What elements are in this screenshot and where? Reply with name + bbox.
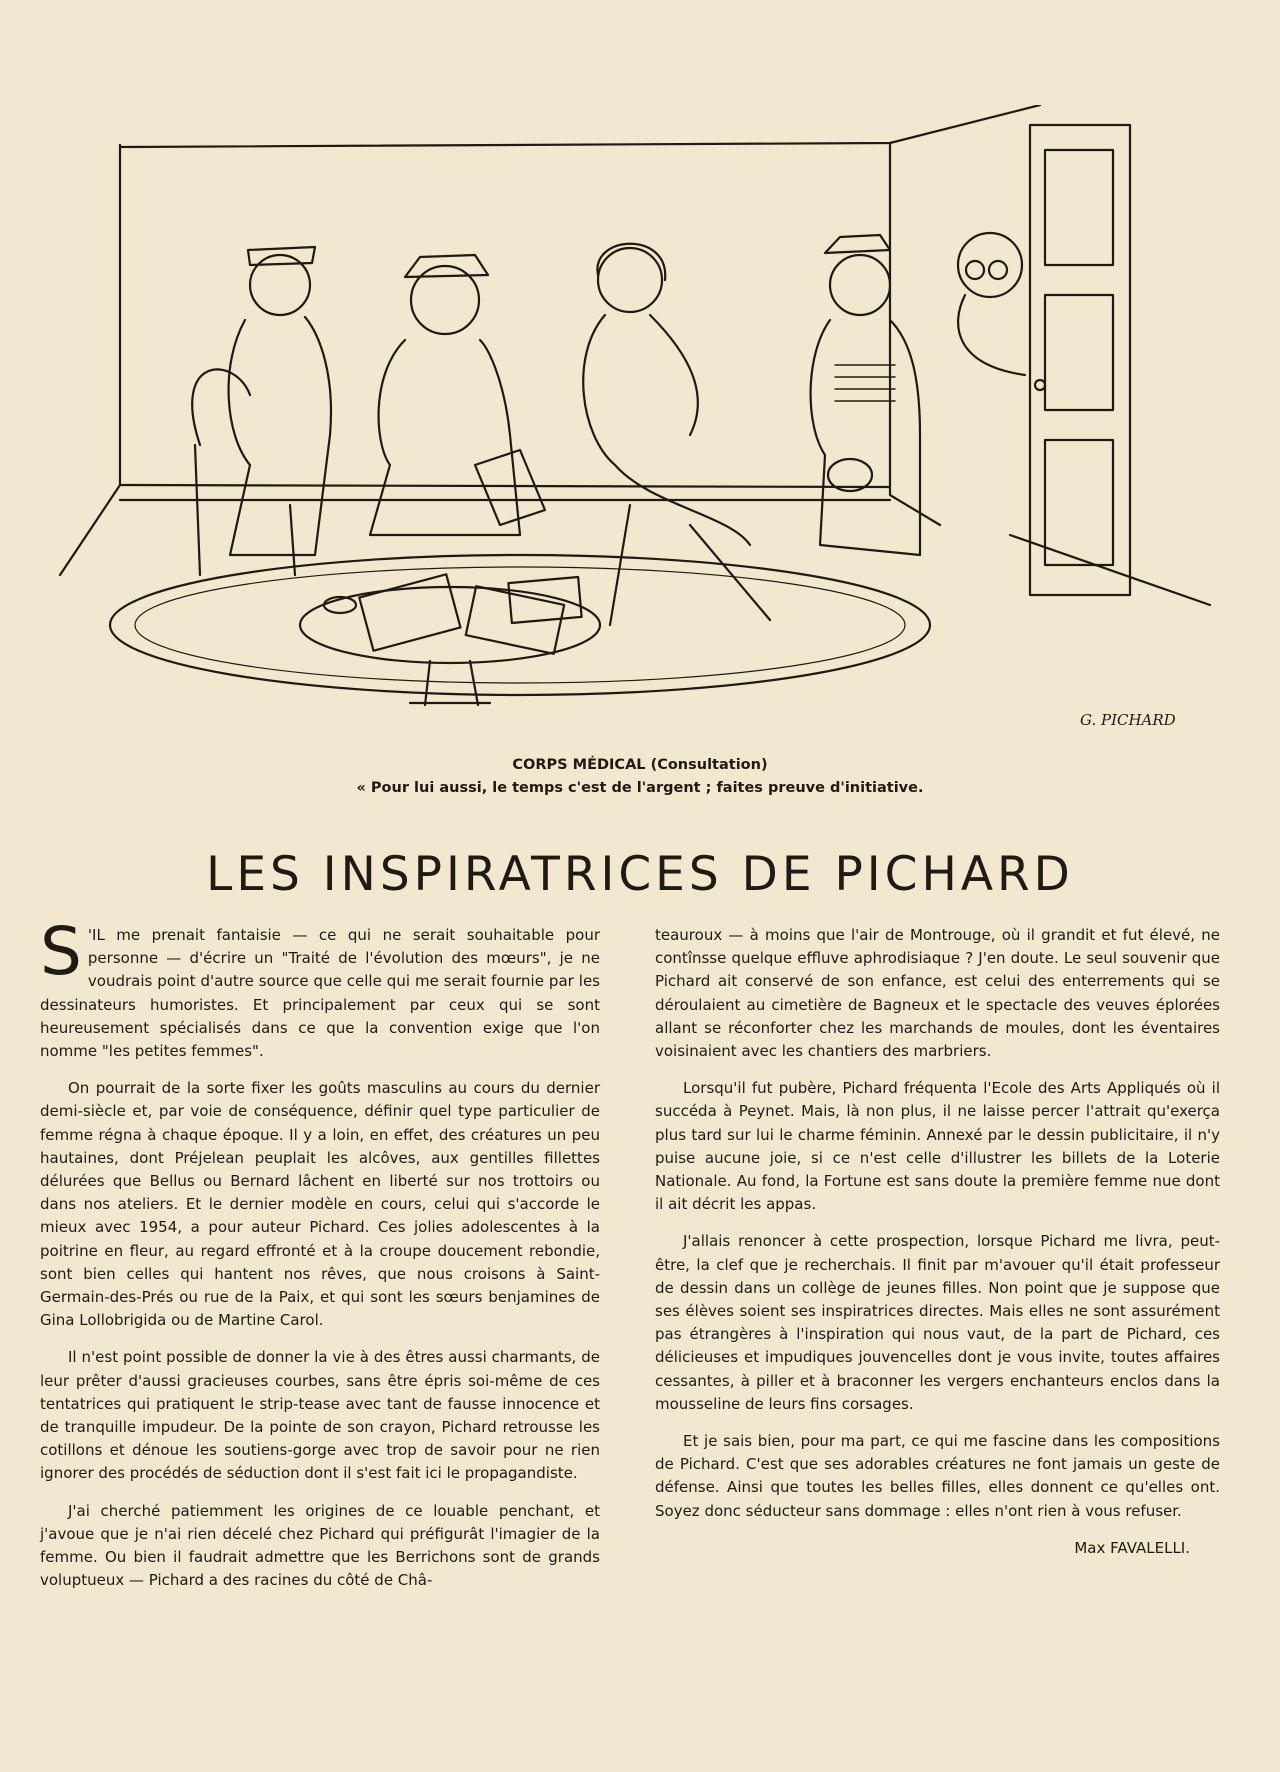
doctor-glasses-right bbox=[989, 261, 1007, 279]
doctor-glasses-left bbox=[966, 261, 984, 279]
magazine-1 bbox=[359, 574, 460, 650]
woman-body bbox=[811, 320, 920, 555]
article-left-column bbox=[40, 913, 600, 1606]
article-paragraph: S 'IL me prenait fantaisie — ce qui ne serait souhaitable pour personne — d'écrire un "Traité de l'évolution des mœurs", je ne voudrais point d'autre source que celle qui me serait fournie par les dessinateurs humoristes. Et principalement par ceux qui se sont heureusement spécialisés dans ce que la convention exige que l'on nomme "les petites femmes". bbox=[40, 913, 600, 1061]
woman-stripes bbox=[835, 365, 895, 401]
article-paragraph: J'ai cherché patiemment les origines de ce louable penchant, et j'avoue que je n'ai rien décelé chez Pichard qui préfigurât l'imagier de la femme. Ou bien il faudrait admettre que les Berrichons sont de grands voluptueux — Pichard a des racines du côté de Châ- bbox=[40, 1501, 600, 1590]
man-body bbox=[370, 340, 520, 535]
artist-signature: G. PICHARD bbox=[1080, 711, 1176, 729]
young-woman-body bbox=[583, 315, 750, 545]
door-panel-top bbox=[1045, 150, 1113, 265]
room-baseboard bbox=[120, 485, 890, 487]
room-top-line bbox=[120, 105, 1040, 147]
young-woman-head bbox=[598, 248, 662, 312]
article-paragraph: Et je sais bien, pour ma part, ce qui me fascine dans les compositions de Pichard. C'est que ses adorables créatures ne font jamais un geste de défense. Ainsi que toutes les belles filles, elles donnent ce qu'elles ont. Soyez donc séducteur sans dommage : elles n'ont rien à vous refuser. bbox=[655, 1432, 1220, 1520]
caption-title: CORPS MÉDICAL (Consultation) bbox=[512, 757, 768, 773]
drop-cap: S bbox=[40, 913, 82, 990]
cartoon-illustration bbox=[50, 105, 1230, 755]
room-corner-line bbox=[890, 143, 940, 525]
man-newspaper bbox=[475, 450, 545, 525]
rug bbox=[110, 555, 930, 695]
caption-quote: « Pour lui aussi, le temps c'est de l'argent ; faites preuve d'initiative. bbox=[356, 780, 924, 796]
room-wall-line bbox=[60, 145, 120, 575]
article-paragraph: Lorsqu'il fut pubère, Pichard fréquenta l'Ecole des Arts Appliqués où il succéda à Peynet. Mais, là non plus, il ne laisse percer l'attrait qu'exerça plus tard sur lui le charme féminin. Annexé par le dessin publicitaire, il n'y puise aucune joie, si ce n'est celle d'illustrer les billets de la Loterie Nationale. Au fond, la Fortune est sans doute la première femme nue dont il ait décrit les appas. bbox=[655, 1079, 1220, 1214]
rug-inner bbox=[135, 567, 905, 683]
door-panel-bottom bbox=[1045, 440, 1113, 565]
woman-head bbox=[830, 255, 890, 315]
article-right-column bbox=[655, 924, 1220, 1574]
woman-hat bbox=[825, 235, 890, 253]
author-signature: Max FAVALELLI. bbox=[1074, 1538, 1190, 1557]
article-paragraph: Il n'est point possible de donner la vie à des êtres aussi charmants, de leur prêter d'aussi gracieuses courbes, sans être épris soi-même de ces tentatrices qui pratiquent le strip-tease avec tant de fausse innocence et de tranquille impudeur. De la pointe de son crayon, Pichard retrousse les cotillons et dénoue les soutiens-gorge avec trop de savoir pour ne rien ignorer des procédés de séduction dont il s'est fait ici le propagandiste. bbox=[40, 1348, 600, 1483]
article-paragraph: J'allais renoncer à cette prospection, lorsque Pichard me livra, peut-être, la clef que je recherchais. Il finit par m'avouer qu'il était professeur de dessin dans un collège de jeunes filles. Non point que je suppose que ses élèves soient ses inspiratrices directes. Mais elles ne sont assurément pas étrangères à l'inspiration qui nous vaut, de la part de Pichard, ces délicieuses et impudiques jouvencelles dont je vous invite, toutes affaires cessantes, à piller et à braconner les vergers enchanteurs enclos dans la mousseline de leurs fins corsages. bbox=[655, 1232, 1220, 1413]
chair-1 bbox=[192, 369, 295, 575]
young-woman-legs bbox=[610, 505, 770, 625]
article-paragraph: teauroux — à moins que l'air de Montrouge, où il grandit et fut élevé, ne contînsse quelque effluve aphrodisiaque ? J'en doute. Le seul souvenir que Pichard ait conservé de son enfance, est celui des enterrements qui se déroulaient au cimetière de Bagneux et le spectacle des veuves éplorées allant se réconforter chez les marchands de moules, dont les éventaires voisinaient avec les chantiers des marbriers. bbox=[655, 926, 1220, 1061]
doctor-body bbox=[958, 295, 1025, 375]
illustration-caption bbox=[0, 754, 1280, 800]
door-knob bbox=[1035, 380, 1045, 390]
old-woman-body bbox=[229, 317, 331, 555]
article-title: LES INSPIRATRICES DE PICHARD bbox=[206, 847, 1074, 902]
door-panel-mid bbox=[1045, 295, 1113, 410]
article-paragraph: On pourrait de la sorte fixer les goûts masculins au cours du dernier demi-siècle et, par voie de conséquence, définir quel type particulier de femme régna à chaque époque. Il y a loin, en effet, des créatures un peu hautaines, dont Préjelean peuplait les alcôves, aux gentilles fillettes délurées que Bellus ou Bernard lâchent en liberté sur nos trottoirs ou dans nos ateliers. Et le dernier modèle en cours, celui qui s'accorde le mieux avec 1954, a pour auteur Pichard. Ces jolies adolescentes à la poitrine en fleur, au regard effronté et à la croupe doucement rebondie, sont bien celles qui hantent nos rêves, que nous croisons à Saint-Germain-des-Prés ou rue de la Paix, et qui sont les sœurs benjamines de Gina Lollobrigida ou de Martine Carol. bbox=[40, 1079, 600, 1330]
